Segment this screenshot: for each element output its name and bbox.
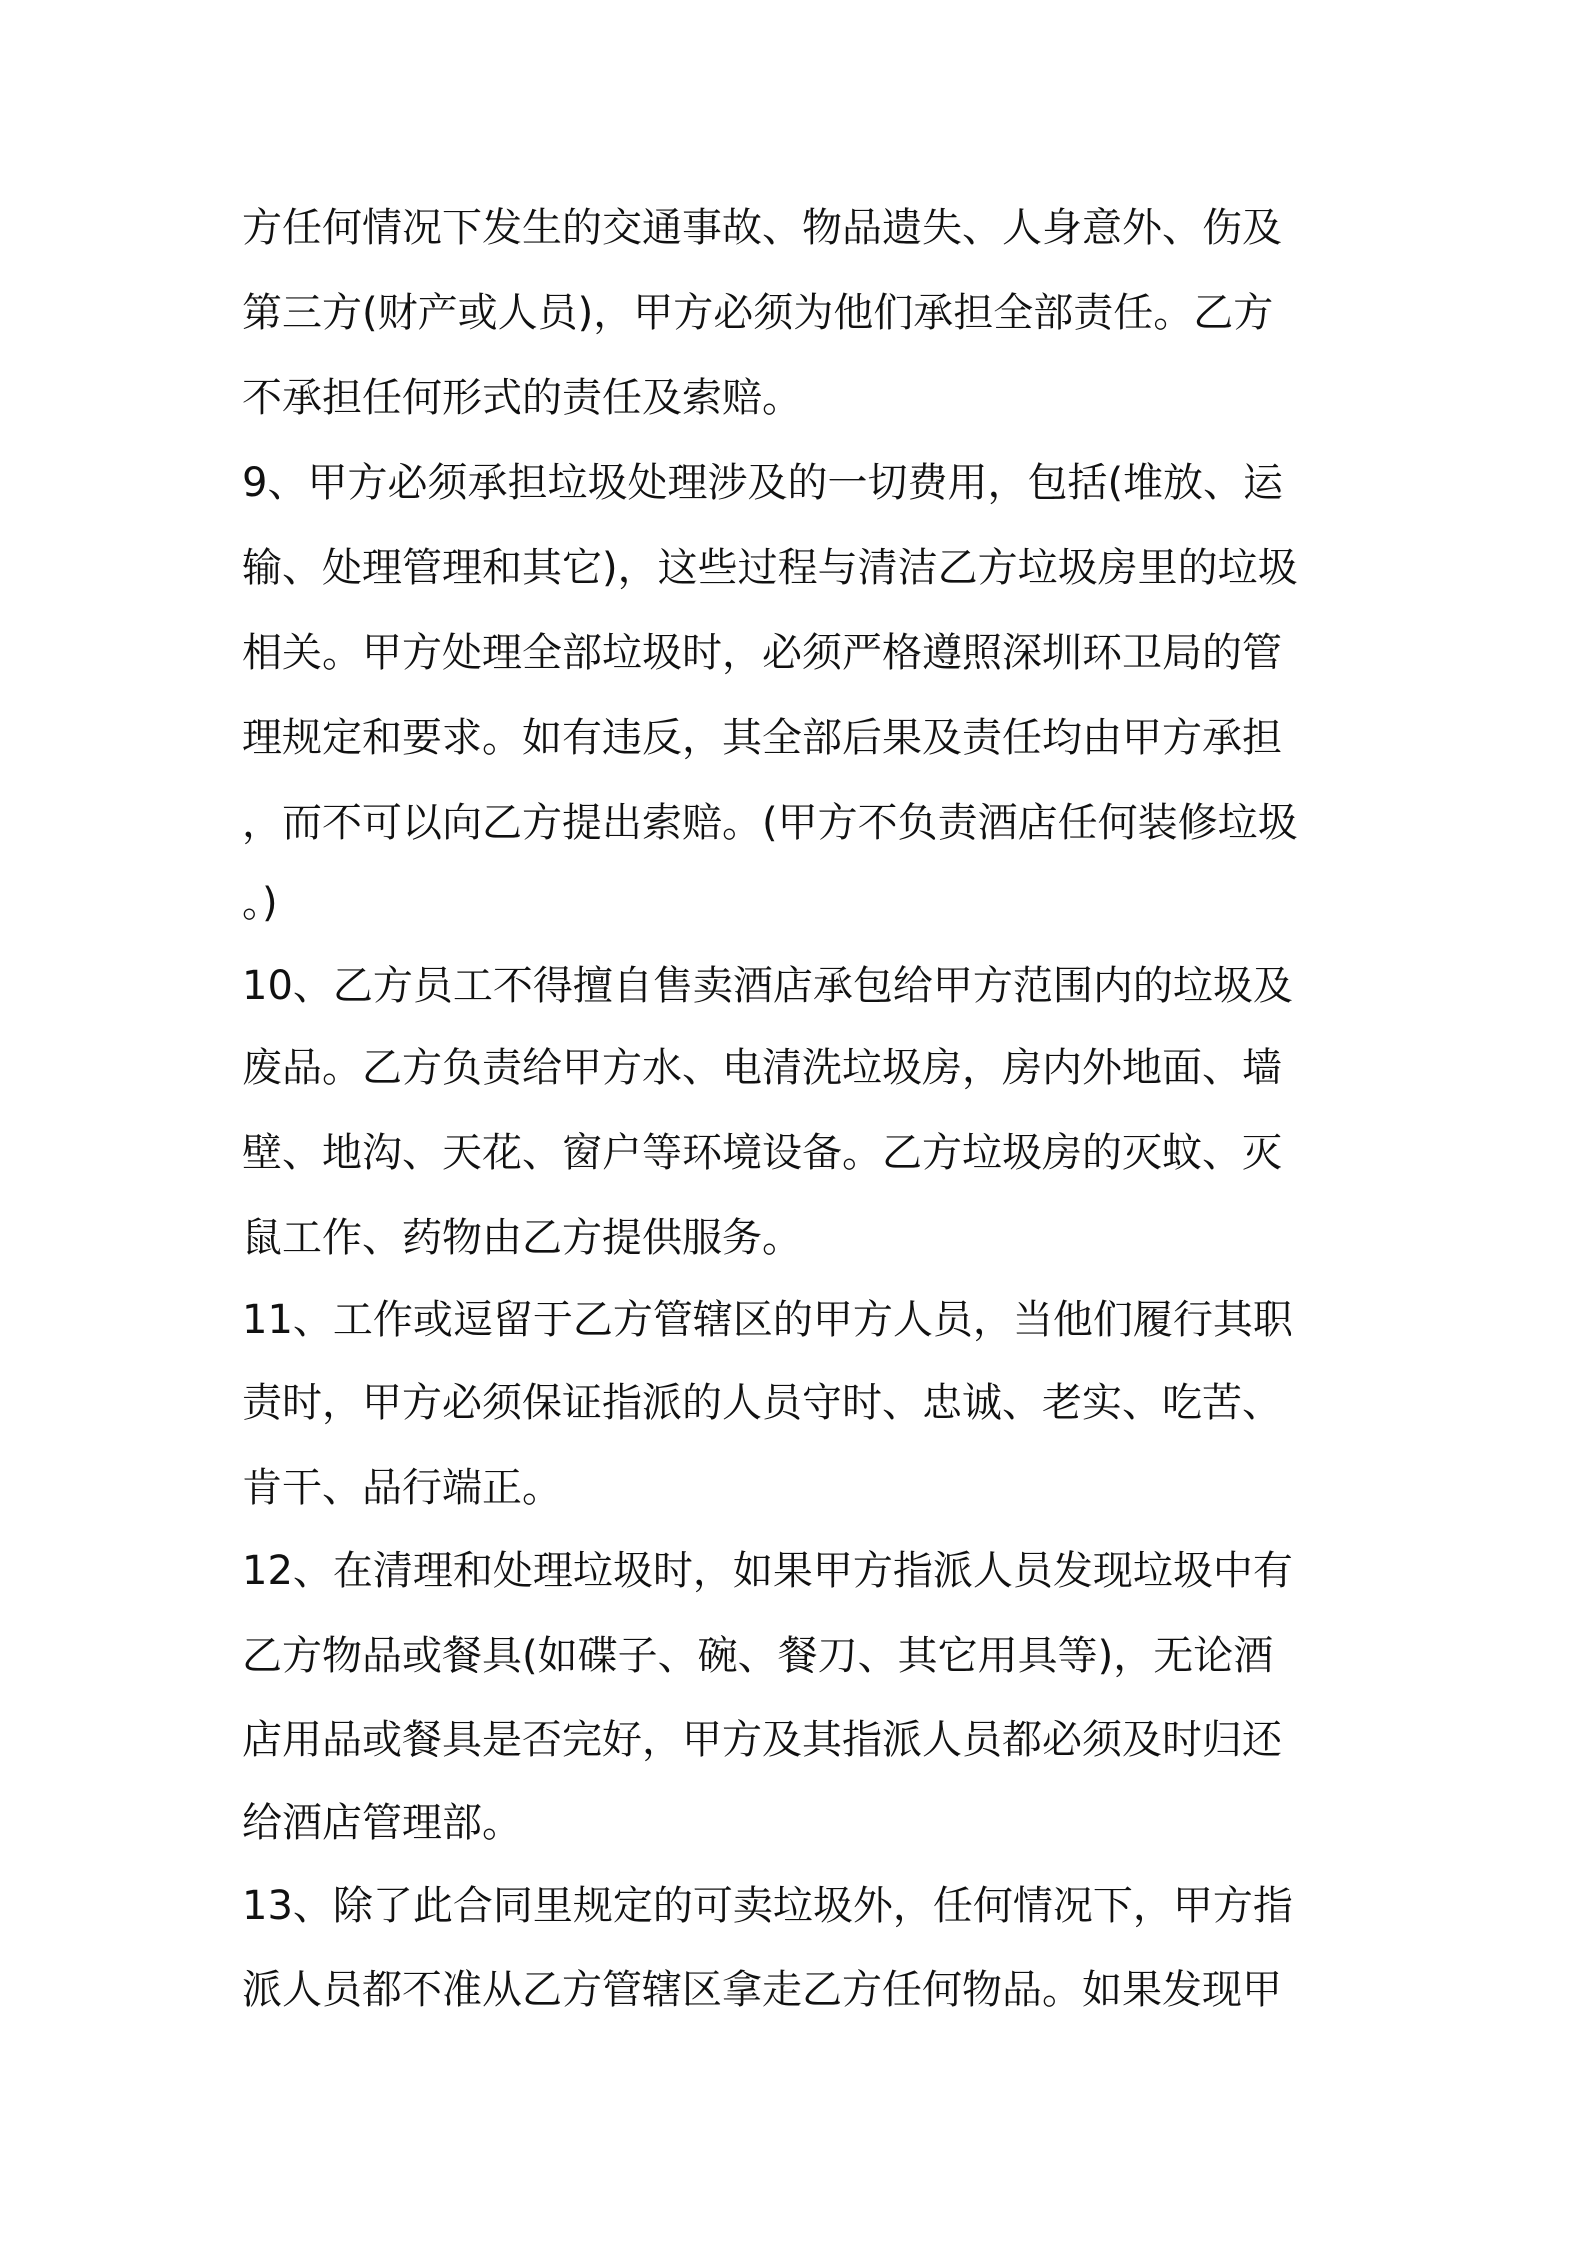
text-line: 第三方(财产或人员)，甲方必须为他们承担全部责任。乙方 <box>242 290 1274 336</box>
text-line: 鼠工作、药物由乙方提供服务。 <box>242 1215 802 1261</box>
text-line: 责时，甲方必须保证指派的人员守时、忠诚、老实、吃苦、 <box>242 1380 1282 1426</box>
text-line: 壁、地沟、天花、窗户等环境设备。乙方垃圾房的灭蚊、灭 <box>242 1130 1282 1176</box>
text-line: 不承担任何形式的责任及索赔。 <box>242 375 802 421</box>
text-line: 13、除了此合同里规定的可卖垃圾外，任何情况下，甲方指 <box>242 1883 1293 1929</box>
text-line: 给酒店管理部。 <box>242 1800 522 1846</box>
text-line: 店用品或餐具是否完好，甲方及其指派人员都必须及时归还 <box>242 1717 1282 1763</box>
text-line: 乙方物品或餐具(如碟子、碗、餐刀、其它用具等)，无论酒 <box>242 1633 1274 1679</box>
text-line: 派人员都不准从乙方管辖区拿走乙方任何物品。如果发现甲 <box>242 1967 1282 2013</box>
text-line: 理规定和要求。如有违反，其全部后果及责任均由甲方承担 <box>242 715 1282 761</box>
text-line: ，而不可以向乙方提出索赔。(甲方不负责酒店任何装修垃圾 <box>242 800 1298 846</box>
text-line: 11、工作或逗留于乙方管辖区的甲方人员，当他们履行其职 <box>242 1297 1293 1343</box>
text-line: 12、在清理和处理垃圾时，如果甲方指派人员发现垃圾中有 <box>242 1548 1293 1594</box>
text-line: 相关。甲方处理全部垃圾时，必须严格遵照深圳环卫局的管 <box>242 630 1282 676</box>
text-line: 方任何情况下发生的交通事故、物品遗失、人身意外、伤及 <box>242 205 1282 251</box>
text-line: 输、处理管理和其它)，这些过程与清洁乙方垃圾房里的垃圾 <box>242 545 1298 591</box>
text-line: 。) <box>242 880 278 926</box>
text-line: 9、甲方必须承担垃圾处理涉及的一切费用，包括(堆放、运 <box>242 460 1284 506</box>
text-line: 10、乙方员工不得擅自售卖酒店承包给甲方范围内的垃圾及 <box>242 963 1293 1009</box>
text-line: 肯干、品行端正。 <box>242 1465 562 1511</box>
text-line: 废品。乙方负责给甲方水、电清洗垃圾房，房内外地面、墙 <box>242 1045 1282 1091</box>
